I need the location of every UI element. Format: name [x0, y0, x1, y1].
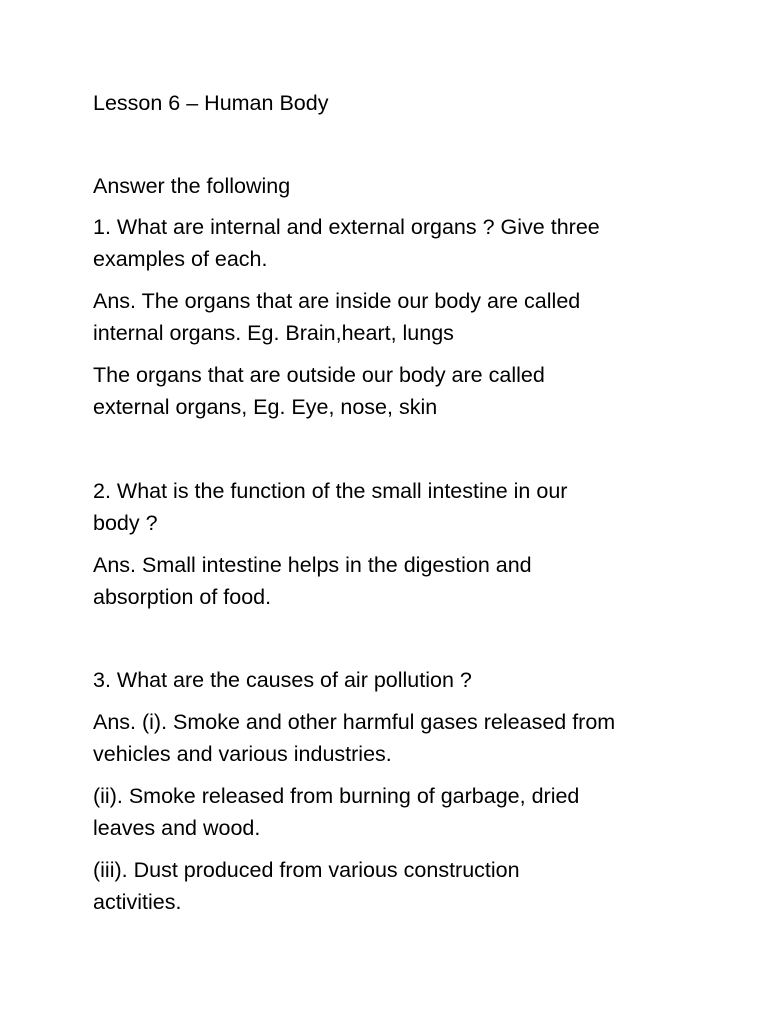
instruction-text: Answer the following — [93, 174, 291, 198]
answer-1-line-2: internal organs. Eg. Brain,heart, lungs — [93, 321, 454, 345]
answer-1b-line-1: The organs that are outside our body are called — [93, 363, 545, 387]
answer-3-iii-line-2: activities. — [93, 890, 182, 914]
answer-2-line-1: Ans. Small intestine helps in the digestion and — [93, 553, 532, 577]
answer-3-i-line-2: vehicles and various industries. — [93, 742, 392, 766]
question-2-line-2: body ? — [93, 511, 158, 535]
answer-3-ii-line-2: leaves and wood. — [93, 816, 261, 840]
answer-1b-line-2: external organs, Eg. Eye, nose, skin — [93, 395, 438, 419]
question-1-line-2: examples of each. — [93, 247, 268, 271]
question-2-line-1: 2. What is the function of the small intestine in our — [93, 479, 568, 503]
question-1-line-1: 1. What are internal and external organs ? Give three — [93, 215, 600, 239]
answer-1-line-1: Ans. The organs that are inside our body are called — [93, 289, 581, 313]
answer-3-iii-line-1: (iii). Dust produced from various construction — [93, 858, 520, 882]
answer-2-line-2: absorption of food. — [93, 585, 272, 609]
lesson-title: Lesson 6 – Human Body — [93, 91, 329, 115]
answer-3-ii-line-1: (ii). Smoke released from burning of garbage, dried — [93, 784, 580, 808]
answer-3-i-line-1: Ans. (i). Smoke and other harmful gases released from — [93, 710, 616, 734]
question-3-line-1: 3. What are the causes of air pollution ? — [93, 668, 472, 692]
